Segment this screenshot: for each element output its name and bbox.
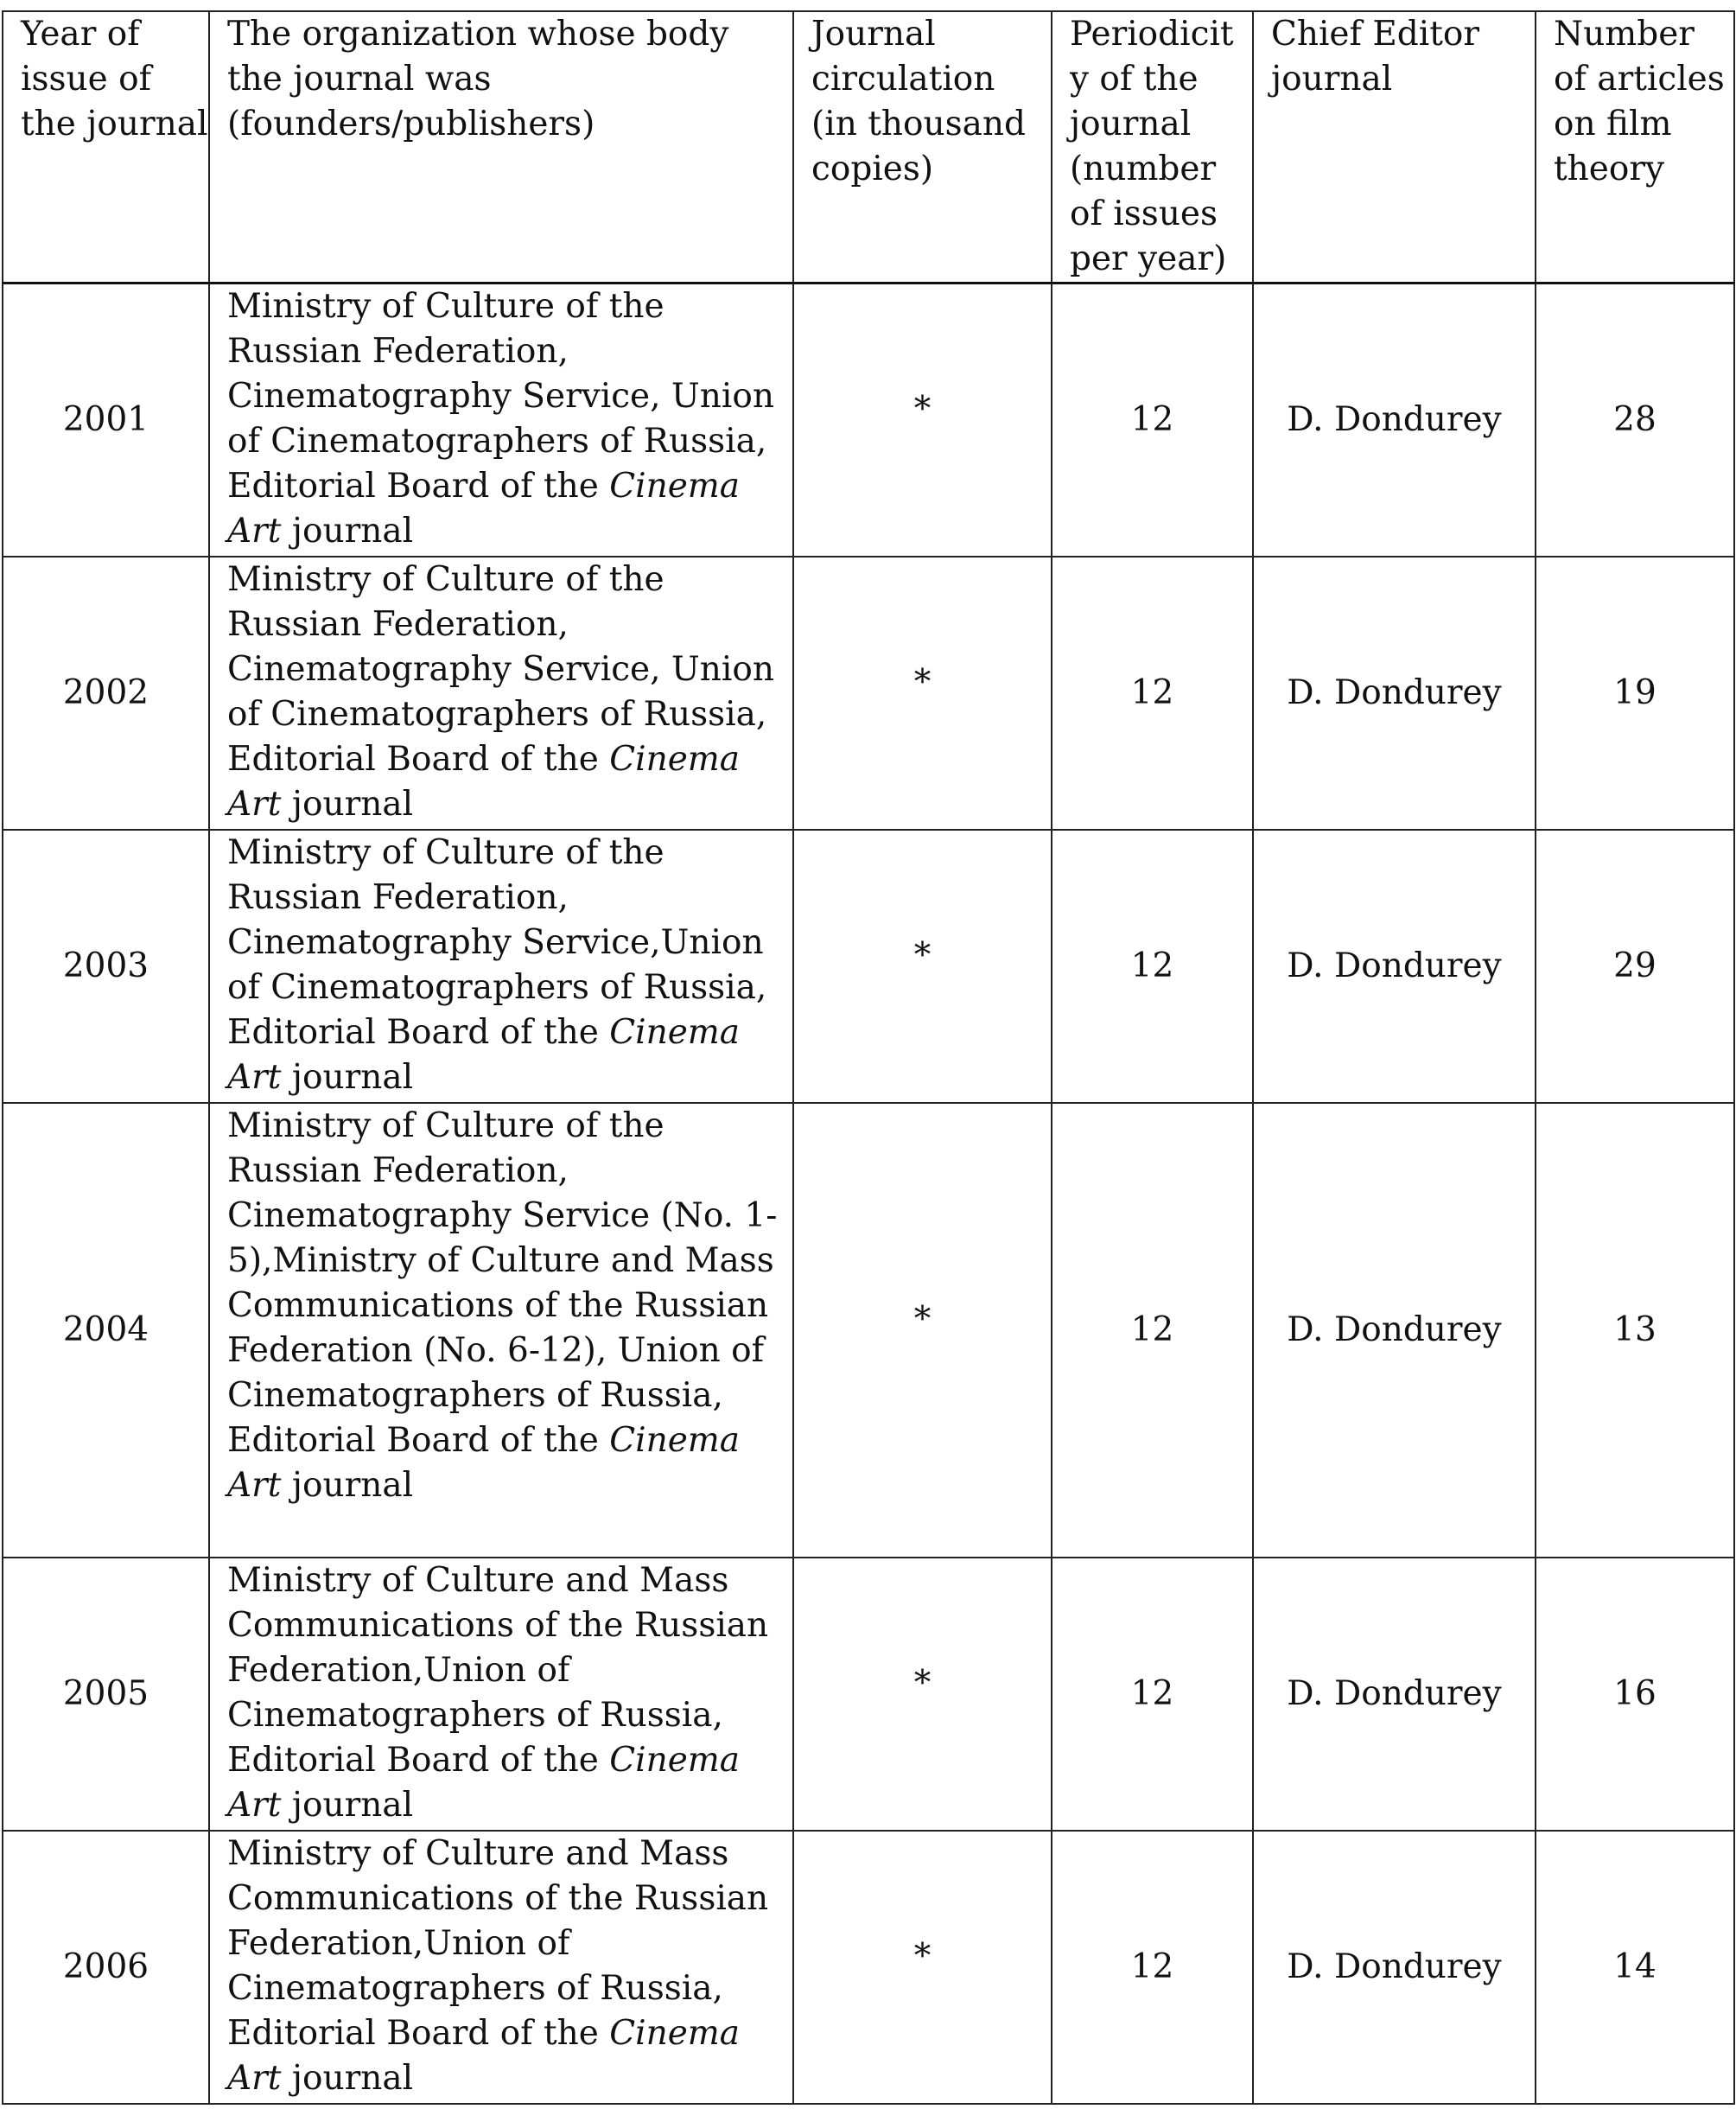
- year-cell: 2001: [3, 284, 209, 557]
- organization-tail: journal: [281, 2058, 414, 2098]
- table-row: [3, 1831, 1734, 2104]
- header-organization: The organization whose body the journal was (founders/publishers): [209, 11, 793, 284]
- editor-cell: D. Dondurey: [1253, 557, 1536, 830]
- organization-text: Ministry of Culture of the Russian Federation, Cinematography Service,Union of Cinematographers of Russia, Editorial Board of the: [227, 832, 767, 1052]
- organization-tail: journal: [281, 512, 414, 551]
- organization-cell: [209, 830, 793, 1103]
- header-year: Year of issue of the journal: [3, 11, 209, 284]
- articles-cell: 19: [1536, 557, 1734, 830]
- articles-cell: 16: [1536, 1558, 1734, 1831]
- editor-cell: D. Dondurey: [1253, 1103, 1536, 1558]
- year-cell: 2006: [3, 1831, 209, 2104]
- table-row: [3, 1103, 1734, 1558]
- periodicity-cell: 12: [1052, 1103, 1253, 1558]
- year-cell: 2002: [3, 557, 209, 830]
- organization-tail: journal: [281, 784, 414, 824]
- organization-text: Ministry of Culture and Mass Communications of the Russian Federation,Union of Cinematographers of Russia, Editorial Board of the: [227, 1833, 769, 2053]
- table-row: [3, 284, 1734, 557]
- journal-name: Cinema Art: [227, 2013, 741, 2098]
- articles-cell: 29: [1536, 830, 1734, 1103]
- circulation-cell: *: [793, 1103, 1052, 1558]
- articles-cell: 14: [1536, 1831, 1734, 2104]
- circulation-cell: *: [793, 557, 1052, 830]
- periodicity-cell: 12: [1052, 557, 1253, 830]
- periodicity-cell: 12: [1052, 1558, 1253, 1831]
- periodicity-cell: 12: [1052, 830, 1253, 1103]
- header-circulation: Journal circulation (in thousand copies): [793, 11, 1052, 284]
- year-cell: 2004: [3, 1103, 209, 1558]
- journal-name: Cinema Art: [227, 467, 741, 551]
- articles-cell: 28: [1536, 284, 1734, 557]
- header-editor: Chief Editor journal: [1253, 11, 1536, 284]
- periodicity-cell: 12: [1052, 284, 1253, 557]
- year-cell: 2005: [3, 1558, 209, 1831]
- circulation-cell: *: [793, 1558, 1052, 1831]
- journal-name: Cinema Art: [227, 739, 741, 824]
- organization-text: Ministry of Culture of the Russian Federation, Cinematography Service (No. 1-5),Ministry of Culture and Mass Communications of the Russian Federation (No. 6-12), Union of Cinematographers of Russia, Editorial Board of the: [227, 1105, 778, 1460]
- organization-text: Ministry of Culture of the Russian Federation, Cinematography Service, Union of Cinematographers of Russia, Editorial Board of the: [227, 559, 774, 779]
- table-row: [3, 1558, 1734, 1831]
- table-row: [3, 830, 1734, 1103]
- editor-cell: D. Dondurey: [1253, 284, 1536, 557]
- editor-cell: D. Dondurey: [1253, 1558, 1536, 1831]
- journal-name: Cinema Art: [227, 1740, 741, 1825]
- organization-cell: [209, 1558, 793, 1831]
- organization-cell: [209, 284, 793, 557]
- header-articles: Number of articles on film theory: [1536, 11, 1734, 284]
- periodicity-cell: 12: [1052, 1831, 1253, 2104]
- organization-cell: [209, 557, 793, 830]
- organization-cell: [209, 1831, 793, 2104]
- table-row: [3, 557, 1734, 830]
- journal-name: Cinema Art: [227, 1012, 741, 1097]
- organization-tail: journal: [281, 1057, 414, 1097]
- header-periodicity: Periodicity of the journal (number of issues per year): [1052, 11, 1253, 284]
- articles-cell: 13: [1536, 1103, 1734, 1558]
- organization-cell: [209, 1103, 793, 1558]
- organization-tail: journal: [281, 1465, 414, 1505]
- year-cell: 2003: [3, 830, 209, 1103]
- journal-table: [2, 10, 1735, 2105]
- circulation-cell: *: [793, 1831, 1052, 2104]
- header-row: [3, 11, 1734, 284]
- organization-text: Ministry of Culture of the Russian Federation, Cinematography Service, Union of Cinematographers of Russia, Editorial Board of the: [227, 287, 774, 506]
- editor-cell: D. Dondurey: [1253, 830, 1536, 1103]
- editor-cell: D. Dondurey: [1253, 1831, 1536, 2104]
- circulation-cell: *: [793, 830, 1052, 1103]
- organization-tail: journal: [281, 1785, 414, 1825]
- circulation-cell: *: [793, 284, 1052, 557]
- organization-text: Ministry of Culture and Mass Communications of the Russian Federation,Union of Cinematographers of Russia, Editorial Board of the: [227, 1560, 769, 1780]
- journal-name: Cinema Art: [227, 1420, 741, 1505]
